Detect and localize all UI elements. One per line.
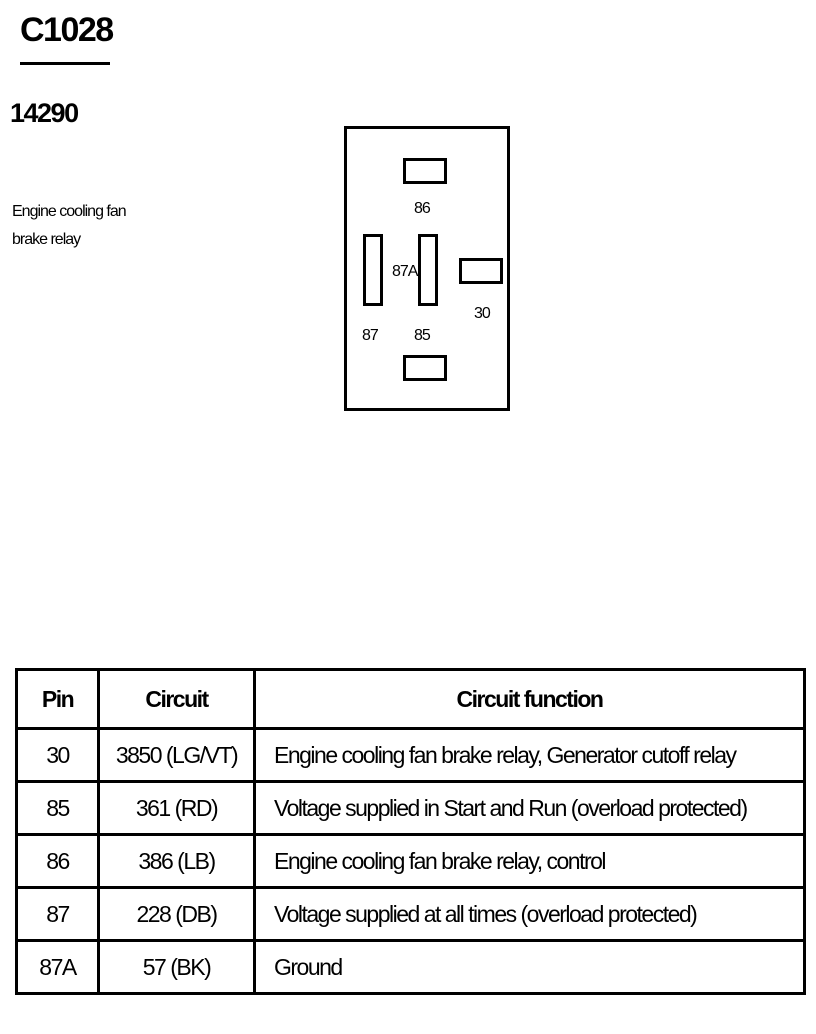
description-line-2: brake relay (12, 231, 81, 248)
connector-id-underline (20, 62, 110, 65)
part-number: 14290 (10, 98, 78, 128)
table-header-row (17, 670, 805, 729)
terminal-label-85: 85 (414, 327, 430, 344)
table-row (17, 888, 805, 941)
terminal-87 (363, 234, 383, 306)
function-cell: Ground (255, 941, 805, 994)
column-header-pin: Pin (17, 670, 99, 729)
terminal-label-30: 30 (474, 305, 490, 322)
table-row (17, 941, 805, 994)
function-cell: Engine cooling fan brake relay, Generator cutoff relay (255, 729, 805, 782)
pin-cell: 87 (17, 888, 99, 941)
terminal-label-87A: 87A (392, 263, 418, 280)
circuit-cell: 57 (BK) (99, 941, 255, 994)
pin-cell: 87A (17, 941, 99, 994)
circuit-cell: 3850 (LG/VT) (99, 729, 255, 782)
terminal-30 (459, 258, 503, 284)
circuit-cell: 361 (RD) (99, 782, 255, 835)
column-header-circuit: Circuit (99, 670, 255, 729)
function-cell: Voltage supplied in Start and Run (overload protected) (255, 782, 805, 835)
component-description (12, 198, 172, 254)
pin-cell: 30 (17, 729, 99, 782)
function-cell: Engine cooling fan brake relay, control (255, 835, 805, 888)
terminal-85 (403, 355, 447, 381)
circuit-cell: 228 (DB) (99, 888, 255, 941)
column-header-function: Circuit function (255, 670, 805, 729)
terminal-86 (403, 158, 447, 184)
circuit-cell: 386 (LB) (99, 835, 255, 888)
terminal-label-87: 87 (362, 327, 378, 344)
table-row (17, 835, 805, 888)
pin-table (15, 668, 806, 995)
table-row (17, 782, 805, 835)
pin-cell: 85 (17, 782, 99, 835)
pin-cell: 86 (17, 835, 99, 888)
function-cell: Voltage supplied at all times (overload protected) (255, 888, 805, 941)
terminal-87A (418, 234, 438, 306)
terminal-label-86: 86 (414, 200, 430, 217)
description-line-1: Engine cooling fan (12, 203, 126, 220)
connector-id: C1028 (20, 11, 113, 49)
table-row (17, 729, 805, 782)
